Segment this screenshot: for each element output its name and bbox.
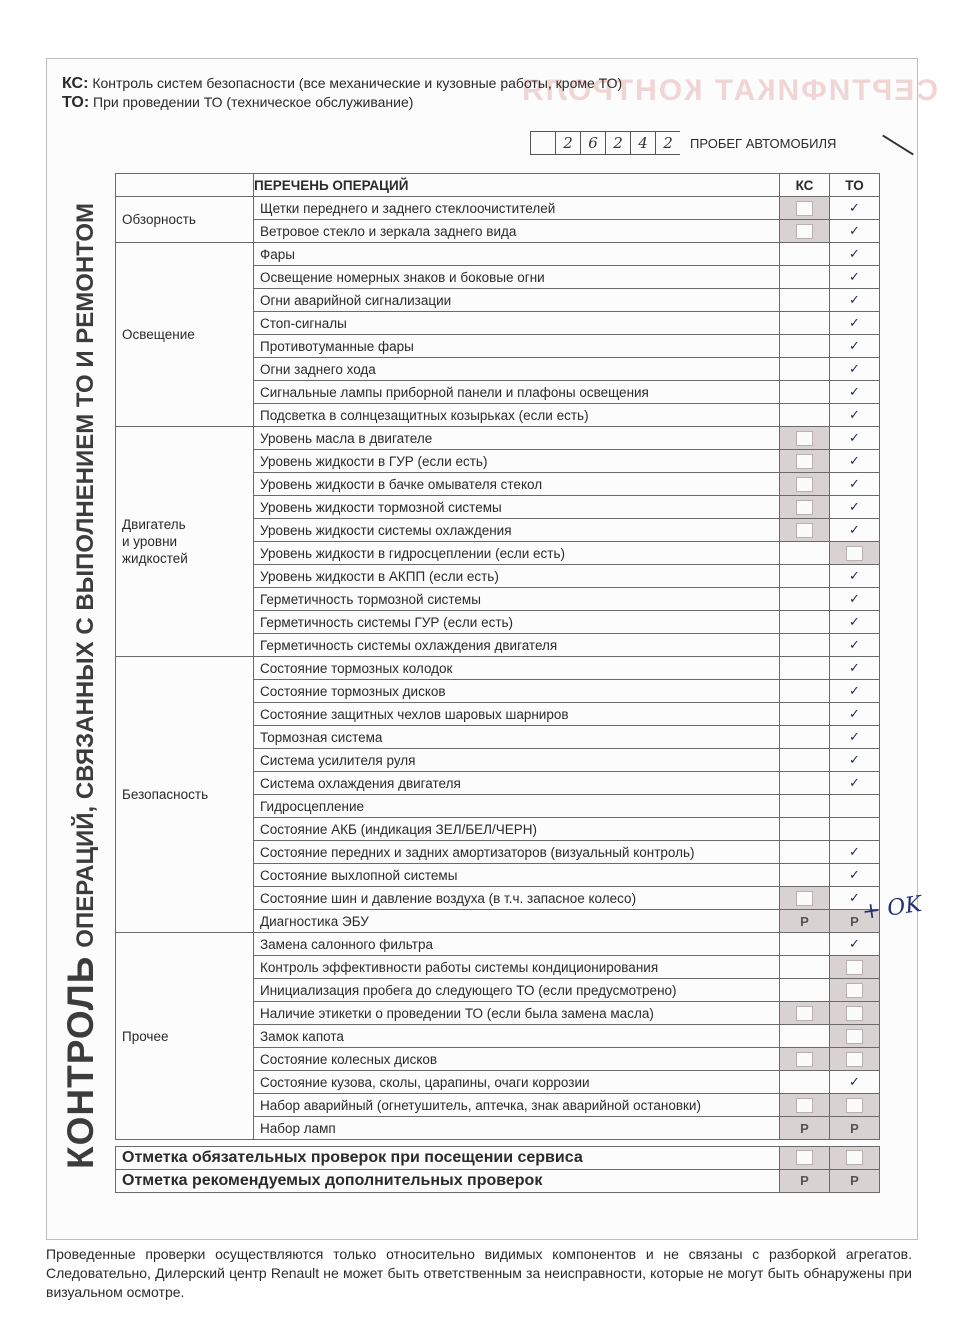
operation-label: Противотуманные фары	[254, 335, 780, 358]
check-mark-icon: ✓	[849, 868, 860, 883]
check-mark-icon: ✓	[849, 730, 860, 745]
ks-cell[interactable]	[780, 243, 830, 266]
ks-cell[interactable]	[780, 496, 830, 519]
to-cell[interactable]	[830, 749, 880, 772]
ks-cell[interactable]	[780, 795, 830, 818]
operation-label: Герметичность системы ГУР (если есть)	[254, 611, 780, 634]
table-header-row	[116, 174, 880, 197]
ks-cell[interactable]	[780, 979, 830, 1002]
operation-label: Состояние колесных дисков	[254, 1048, 780, 1071]
operation-label: Система усилителя руля	[254, 749, 780, 772]
group-label: Обзорность	[116, 197, 254, 243]
handwritten-ok-note: + OK	[860, 891, 924, 926]
operation-label: Замена салонного фильтра	[254, 933, 780, 956]
operation-label: Замок капота	[254, 1025, 780, 1048]
operation-label: Инициализация пробега до следующего ТО (если предусмотрено)	[254, 979, 780, 1002]
to-cell[interactable]	[830, 381, 880, 404]
to-cell[interactable]	[830, 979, 880, 1002]
to-cell[interactable]	[830, 358, 880, 381]
checkbox	[846, 1029, 863, 1044]
p-mark: P	[800, 913, 809, 929]
checkbox	[796, 891, 813, 906]
checkbox	[846, 546, 863, 561]
operation-label: Состояние защитных чехлов шаровых шарниров	[254, 703, 780, 726]
table-row	[116, 933, 880, 956]
operation-label: Контроль эффективности работы системы кондиционирования	[254, 956, 780, 979]
check-mark-icon: ✓	[849, 753, 860, 768]
ks-cell[interactable]	[780, 887, 830, 910]
check-mark-icon: ✓	[849, 201, 860, 216]
check-mark-icon: ✓	[849, 776, 860, 791]
to-cell[interactable]	[830, 772, 880, 795]
summary-to-cell[interactable]: P	[830, 1170, 880, 1193]
ks-cell[interactable]	[780, 542, 830, 565]
summary-ks-cell[interactable]: P	[780, 1170, 830, 1193]
mileage-digit[interactable]: 2	[555, 131, 580, 155]
to-cell[interactable]	[830, 726, 880, 749]
check-mark-icon: ✓	[849, 270, 860, 285]
mileage-field	[530, 131, 836, 155]
operations-body	[116, 197, 880, 1140]
ks-cell[interactable]	[780, 818, 830, 841]
ks-cell[interactable]	[780, 473, 830, 496]
side-title-small: ОПЕРАЦИЙ, СВЯЗАННЫХ С ВЫПОЛНЕНИЕМ ТО И РЕМОНТОМ	[72, 203, 99, 948]
operation-label: Щетки переднего и заднего стеклоочистителей	[254, 197, 780, 220]
ks-cell[interactable]	[780, 703, 830, 726]
to-cell[interactable]	[830, 450, 880, 473]
ks-cell[interactable]	[780, 381, 830, 404]
legend-ks: КС: Контроль систем безопасности (все механические и кузовные работы, кроме ТО)	[62, 75, 623, 92]
table-row	[116, 427, 880, 450]
checkbox	[796, 1098, 813, 1113]
ks-cell[interactable]	[780, 772, 830, 795]
checkbox	[846, 983, 863, 998]
check-mark-icon: ✓	[849, 408, 860, 423]
check-mark-icon: ✓	[849, 477, 860, 492]
check-mark-icon: ✓	[849, 615, 860, 630]
ks-cell[interactable]	[780, 1025, 830, 1048]
ks-cell[interactable]	[780, 427, 830, 450]
to-cell[interactable]	[830, 588, 880, 611]
check-mark-icon: ✓	[849, 454, 860, 469]
check-mark-icon: ✓	[849, 638, 860, 653]
mileage-digit[interactable]: 4	[630, 131, 655, 155]
summary-label: Отметка рекомендуемых дополнительных проверок	[116, 1170, 780, 1193]
ks-cell[interactable]	[780, 266, 830, 289]
summary-row	[116, 1170, 880, 1193]
side-title	[60, 156, 104, 1216]
checkbox	[796, 1052, 813, 1067]
operation-label: Состояние выхлопной системы	[254, 864, 780, 887]
ks-cell[interactable]	[780, 289, 830, 312]
operation-label: Гидросцепление	[254, 795, 780, 818]
table-row	[116, 657, 880, 680]
operation-label: Состояние АКБ (индикация ЗЕЛ/БЕЛ/ЧЕРН)	[254, 818, 780, 841]
ks-cell[interactable]	[780, 1048, 830, 1071]
operation-label: Огни заднего хода	[254, 358, 780, 381]
table-row	[116, 197, 880, 220]
table-header-ks: КС	[780, 174, 830, 197]
to-cell[interactable]	[830, 1094, 880, 1117]
to-cell[interactable]	[830, 220, 880, 243]
check-mark-icon: ✓	[849, 500, 860, 515]
legend-to: ТО: При проведении ТО (техническое обслуживание)	[62, 94, 414, 111]
ks-cell[interactable]	[780, 197, 830, 220]
operation-label: Состояние кузова, сколы, царапины, очаги коррозии	[254, 1071, 780, 1094]
operation-label: Освещение номерных знаков и боковые огни	[254, 266, 780, 289]
operation-label: Огни аварийной сигнализации	[254, 289, 780, 312]
to-cell[interactable]	[830, 657, 880, 680]
disclaimer-footnote: Проведенные проверки осуществляются только относительно видимых компонентов и не связаны с разборкой агрегатов. Следовательно, Дилерский центр Renault не может быть ответственным за неисправности, которые не могут быть обнаружены при визуальном осмотре.	[46, 1246, 912, 1300]
checkbox	[796, 201, 813, 216]
operation-label: Наличие этикетки о проведении ТО (если была замена масла)	[254, 1002, 780, 1025]
ks-cell[interactable]	[780, 864, 830, 887]
to-cell[interactable]	[830, 565, 880, 588]
to-cell[interactable]	[830, 864, 880, 887]
to-cell[interactable]	[830, 266, 880, 289]
to-cell[interactable]	[830, 611, 880, 634]
check-mark-icon: ✓	[849, 385, 860, 400]
operation-label: Набор аварийный (огнетушитель, аптечка, знак аварийной остановки)	[254, 1094, 780, 1117]
checkbox	[796, 500, 813, 515]
check-mark-icon: ✓	[849, 684, 860, 699]
to-cell[interactable]	[830, 404, 880, 427]
operation-label: Диагностика ЭБУ	[254, 910, 780, 933]
check-mark-icon: ✓	[849, 247, 860, 262]
ks-cell[interactable]	[780, 726, 830, 749]
side-title-big: КОНТРОЛЬ	[60, 955, 101, 1169]
operation-label: Подсветка в солнцезащитных козырьках (если есть)	[254, 404, 780, 427]
operation-label: Уровень жидкости в бачке омывателя стекол	[254, 473, 780, 496]
to-cell[interactable]	[830, 335, 880, 358]
group-label: Освещение	[116, 243, 254, 427]
table-header-title: ПЕРЕЧЕНЬ ОПЕРАЦИЙ	[254, 174, 780, 197]
ks-cell[interactable]	[780, 358, 830, 381]
check-mark-icon: ✓	[849, 707, 860, 722]
to-cell[interactable]	[830, 519, 880, 542]
to-cell[interactable]	[830, 496, 880, 519]
operation-label: Уровень жидкости в ГУР (если есть)	[254, 450, 780, 473]
to-cell[interactable]	[830, 795, 880, 818]
check-mark-icon: ✓	[849, 845, 860, 860]
check-mark-icon: ✓	[849, 362, 860, 377]
operation-label: Стоп-сигналы	[254, 312, 780, 335]
operation-label: Фары	[254, 243, 780, 266]
ks-cell[interactable]	[780, 1002, 830, 1025]
to-cell[interactable]	[830, 703, 880, 726]
check-mark-icon: ✓	[849, 339, 860, 354]
ks-cell[interactable]	[780, 956, 830, 979]
group-label: Двигатель и уровни жидкостей	[116, 427, 254, 657]
operation-label: Набор ламп	[254, 1117, 780, 1140]
checkbox	[846, 1098, 863, 1113]
checkbox	[846, 960, 863, 975]
ks-cell[interactable]	[780, 933, 830, 956]
ks-cell[interactable]	[780, 634, 830, 657]
operation-label: Уровень жидкости системы охлаждения	[254, 519, 780, 542]
group-label: Прочее	[116, 933, 254, 1140]
operation-label: Уровень масла в двигателе	[254, 427, 780, 450]
operation-label: Тормозная система	[254, 726, 780, 749]
to-cell[interactable]	[830, 289, 880, 312]
to-cell[interactable]	[830, 1071, 880, 1094]
check-mark-icon: ✓	[849, 316, 860, 331]
checkbox	[846, 1006, 863, 1021]
operation-label: Состояние передних и задних амортизаторов (визуальный контроль)	[254, 841, 780, 864]
ks-cell[interactable]	[780, 680, 830, 703]
operation-label: Уровень жидкости тормозной системы	[254, 496, 780, 519]
ks-cell[interactable]	[780, 841, 830, 864]
checkbox	[796, 454, 813, 469]
ks-cell[interactable]	[780, 312, 830, 335]
ks-cell[interactable]	[780, 519, 830, 542]
table-row	[116, 243, 880, 266]
to-cell[interactable]	[830, 841, 880, 864]
checkbox	[846, 1052, 863, 1067]
ks-cell[interactable]	[780, 910, 830, 933]
to-cell[interactable]	[830, 1025, 880, 1048]
operation-label: Уровень жидкости в гидросцеплении (если есть)	[254, 542, 780, 565]
mileage-digit[interactable]: 6	[580, 131, 605, 155]
check-mark-icon: ✓	[849, 523, 860, 538]
ks-cell[interactable]	[780, 611, 830, 634]
legend	[62, 74, 622, 112]
ks-cell[interactable]	[780, 404, 830, 427]
operation-label: Состояние тормозных дисков	[254, 680, 780, 703]
check-mark-icon: ✓	[849, 224, 860, 239]
ks-cell[interactable]	[780, 220, 830, 243]
p-mark: P	[850, 1120, 859, 1136]
to-cell[interactable]	[830, 956, 880, 979]
operation-label: Уровень жидкости в АКПП (если есть)	[254, 565, 780, 588]
check-mark-icon: ✓	[849, 569, 860, 584]
operation-label: Ветровое стекло и зеркала заднего вида	[254, 220, 780, 243]
to-cell[interactable]	[830, 473, 880, 496]
summary-table	[115, 1146, 880, 1193]
mileage-digit[interactable]: 2	[655, 131, 680, 155]
checkbox	[796, 1006, 813, 1021]
summary-ks-cell[interactable]	[780, 1147, 830, 1170]
operations-table	[115, 173, 880, 1140]
check-mark-icon: ✓	[849, 1075, 860, 1090]
ks-cell[interactable]	[780, 657, 830, 680]
operation-label: Герметичность системы охлаждения двигателя	[254, 634, 780, 657]
checkbox	[796, 523, 813, 538]
ghost-title: СЕРТИФИКАТ КОНТРОЛЯ	[520, 74, 938, 107]
ks-cell[interactable]	[780, 450, 830, 473]
to-cell[interactable]	[830, 1002, 880, 1025]
to-cell[interactable]	[830, 818, 880, 841]
ks-cell[interactable]	[780, 749, 830, 772]
to-cell[interactable]	[830, 933, 880, 956]
summary-to-cell[interactable]	[830, 1147, 880, 1170]
ks-cell[interactable]	[780, 1117, 830, 1140]
check-mark-icon: ✓	[849, 293, 860, 308]
operation-label: Сигнальные лампы приборной панели и плафоны освещения	[254, 381, 780, 404]
to-cell[interactable]	[830, 243, 880, 266]
ks-cell[interactable]	[780, 1094, 830, 1117]
p-mark: P	[800, 1120, 809, 1136]
to-cell[interactable]	[830, 197, 880, 220]
to-cell[interactable]	[830, 312, 880, 335]
ks-cell[interactable]	[780, 1071, 830, 1094]
mileage-label: ПРОБЕГ АВТОМОБИЛЯ	[690, 135, 837, 151]
ks-cell[interactable]	[780, 588, 830, 611]
summary-label: Отметка обязательных проверок при посещении сервиса	[116, 1147, 780, 1170]
to-cell[interactable]	[830, 680, 880, 703]
checkbox	[796, 477, 813, 492]
to-cell[interactable]	[830, 1048, 880, 1071]
checkbox	[796, 431, 813, 446]
check-mark-icon: ✓	[849, 592, 860, 607]
to-cell[interactable]	[830, 1117, 880, 1140]
summary-row	[116, 1147, 880, 1170]
operation-label: Состояние тормозных колодок	[254, 657, 780, 680]
check-mark-icon: ✓	[849, 431, 860, 446]
check-mark-icon: ✓	[849, 661, 860, 676]
ks-cell[interactable]	[780, 335, 830, 358]
table-header-to: ТО	[830, 174, 880, 197]
ks-cell[interactable]	[780, 565, 830, 588]
operation-label: Герметичность тормозной системы	[254, 588, 780, 611]
mileage-digit[interactable]	[530, 131, 555, 155]
checkbox	[796, 224, 813, 239]
mileage-digit[interactable]: 2	[605, 131, 630, 155]
check-mark-icon: ✓	[849, 937, 860, 952]
operation-label: Состояние шин и давление воздуха (в т.ч. запасное колесо)	[254, 887, 780, 910]
to-cell[interactable]	[830, 634, 880, 657]
group-label: Безопасность	[116, 657, 254, 933]
check-mark-icon: ✓	[849, 891, 860, 906]
to-cell[interactable]	[830, 542, 880, 565]
to-cell[interactable]	[830, 427, 880, 450]
operation-label: Система охлаждения двигателя	[254, 772, 780, 795]
p-mark: P	[850, 913, 859, 929]
